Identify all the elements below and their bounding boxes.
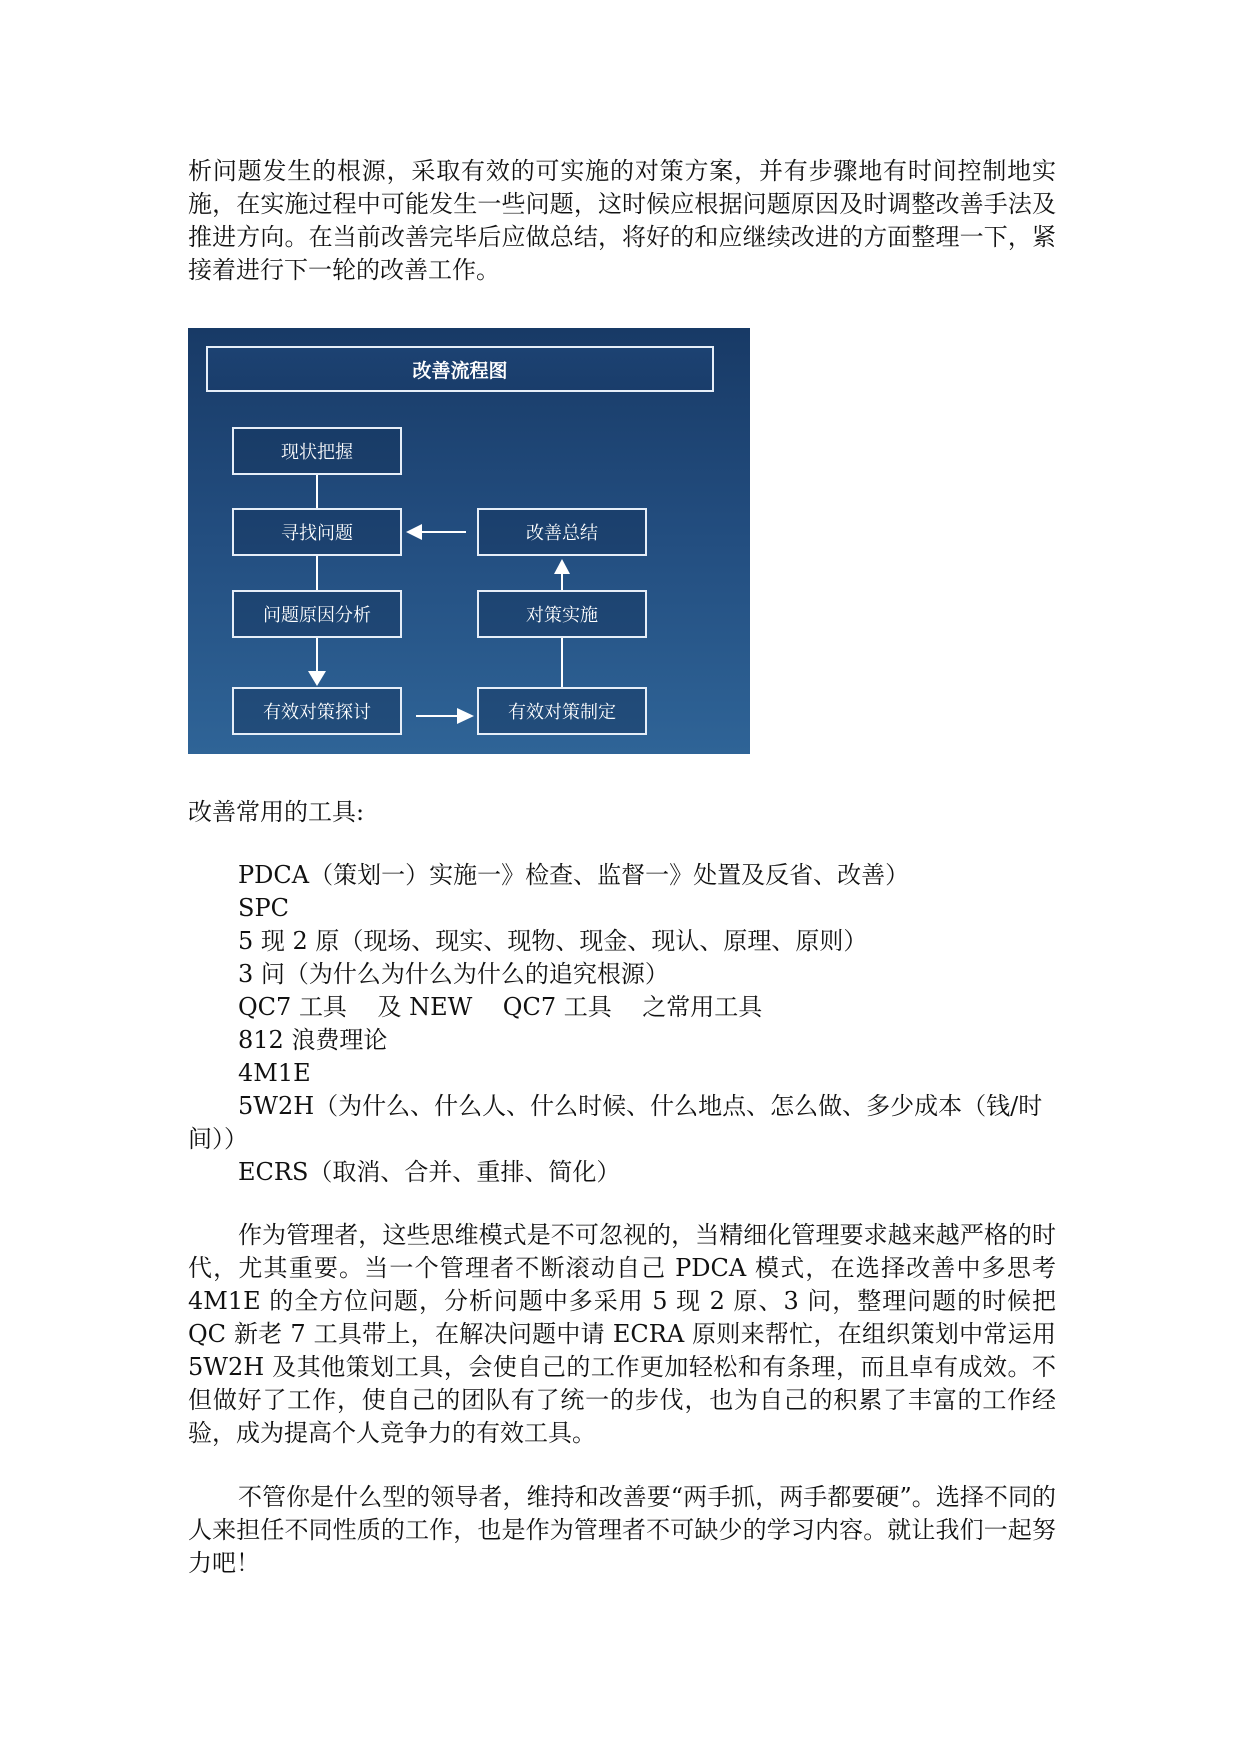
- tool-item-5-2: 5 现 2 原（现场、现实、现物、现金、现认、原理、原则）: [238, 927, 868, 955]
- arrow-down-icon: [308, 671, 326, 686]
- tool-item-ecrs: ECRS（取消、合并、重排、简化）: [238, 1158, 621, 1186]
- node-summary: 改善总结: [477, 508, 647, 556]
- node-find-problem: 寻找问题: [232, 508, 402, 556]
- tools-heading: 改善常用的工具:: [188, 798, 365, 826]
- arrow-left-icon: [406, 524, 422, 540]
- node-countermeasure-setting: 有效对策制定: [477, 687, 647, 735]
- node-implementation: 对策实施: [477, 590, 647, 638]
- tools-list: [188, 859, 1056, 1189]
- node-countermeasure-discussion: 有效对策探讨: [232, 687, 402, 735]
- node-cause-analysis: 问题原因分析: [232, 590, 402, 638]
- tool-item-812: 812 浪费理论: [238, 1026, 388, 1054]
- node-current-state: 现状把握: [232, 427, 402, 475]
- tool-item-4m1e: 4M1E: [238, 1059, 311, 1087]
- improvement-flowchart: [188, 328, 750, 754]
- arrow-up-icon: [554, 559, 570, 574]
- tool-item-3-questions: 3 问（为什么为什么为什么的追究根源）: [238, 960, 669, 988]
- paragraph-managers: 作为管理者，这些思维模式是不可忽视的，当精细化管理要求越来越严格的时代，尤其重要。当一个管理者不断滚动自己 PDCA 模式，在选择改善中多思考 4M1E 的全方位问题，分析问题中多采用 5 现 2 原、3 问，整理问题的时候把 QC 新老 7 工具带上，在解决问题中请 ECRA 原则来帮忙，在组织策划中常运用 5W2H 及其他策划工具，会使自己的工作更加轻松和有条理，而且卓有成效。不但做好了工作，使自己的团队有了统一的步伐，也为自己的积累了丰富的工作经验，成为提高个人竞争力的有效工具。: [188, 1221, 1056, 1447]
- flowchart-title: 改善流程图: [206, 346, 714, 392]
- tool-item-5w2h: 5W2H（为什么、什么人、什么时候、什么地点、怎么做、多少成本（钱/时间））: [188, 1092, 1043, 1153]
- tool-item-qc7: QC7 工具 及 NEW QC7 工具 之常用工具: [238, 993, 763, 1021]
- tool-item-pdca: PDCA（策划一）实施一》检查、监督一》处置及反省、改善）: [238, 861, 910, 889]
- paragraph-closing: 不管你是什么型的领导者，维持和改善要“两手抓，两手都要硬”。选择不同的人来担任不同性质的工作，也是作为管理者不可缺少的学习内容。就让我们一起努力吧！: [188, 1483, 1056, 1577]
- intro-paragraph: 析问题发生的根源，采取有效的可实施的对策方案，并有步骤地有时间控制地实施，在实施过程中可能发生一些问题，这时候应根据问题原因及时调整改善手法及推进方向。在当前改善完毕后应做总结，将好的和应继续改进的方面整理一下，紧接着进行下一轮的改善工作。: [188, 157, 1056, 284]
- arrow-right-icon: [457, 708, 474, 724]
- tool-item-spc: SPC: [238, 894, 289, 922]
